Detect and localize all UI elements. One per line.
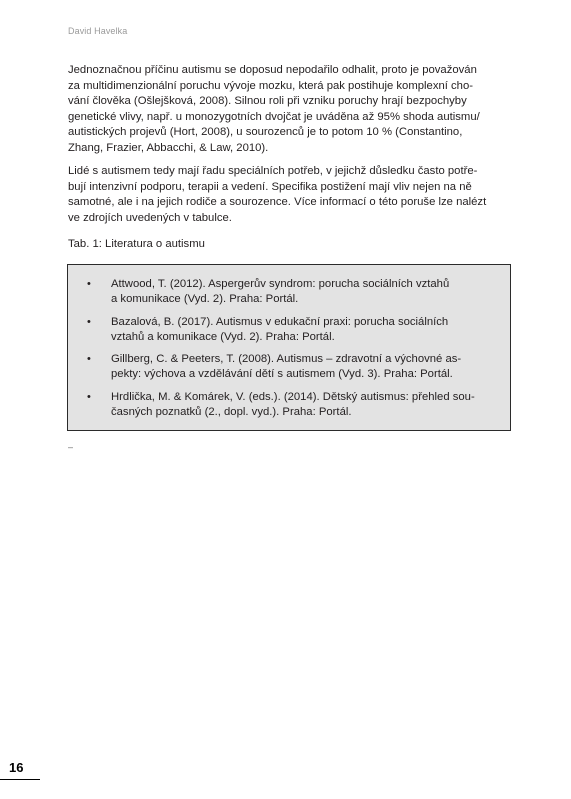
paragraph-line: Jednoznačnou příčinu autismu se doposud nepodařilo odhalit, proto je považován [68, 64, 477, 76]
reference-line: Hrdlička, M. & Komárek, V. (eds.). (2014). Dětský autismus: přehled sou- [111, 391, 475, 403]
paragraph-line: Lidé s autismem tedy mají řadu speciálních potřeb, v jejichž důsledku často potře- [68, 165, 478, 177]
paragraph-line: bují intenzivní podporu, terapii a vedení. Specifika postižení mají vliv nejen na ně [68, 180, 472, 193]
reference-line: vztahů a komunikace (Vyd. 2). Praha: Portál. [111, 331, 335, 344]
reference-text [111, 352, 503, 383]
reference-line: Bazalová, B. (2017). Autismus v edukační praxi: porucha sociálních [111, 316, 449, 328]
paragraph-line: ve zdrojích uvedených v tabulce. [68, 211, 232, 224]
bullet-icon: • [87, 278, 91, 290]
paragraph-line: vání člověka (Ošlejšková, 2008). Silnou roli při vzniku poruchy hrají bezpochyby [68, 95, 467, 108]
paragraph-line: samotné, ale i na jejich rodiče a sourozence. Více informací o této poruše lze nalézt [68, 196, 487, 209]
reference-line: pekty: výchova a vzdělávání dětí s autismem (Vyd. 3). Praha: Portál. [111, 368, 453, 381]
body-paragraph-1 [68, 63, 512, 157]
bullet-icon: • [87, 353, 91, 365]
bullet-icon: • [87, 391, 91, 403]
end-mark: – [68, 442, 74, 452]
reference-text [111, 315, 503, 346]
paragraph-line: genetické vlivy, např. u monozygotních dvojčat je uváděna až 95% shoda autismu/ [68, 110, 480, 123]
paragraph-line: Zhang, Frazier, Abbacchi, & Law, 2010). [68, 141, 269, 154]
footer-rule [0, 779, 40, 780]
bullet-icon: • [87, 316, 91, 328]
reference-line: Gillberg, C. & Peeters, T. (2008). Autismus – zdravotní a výchovné as- [111, 353, 462, 365]
page-number: 16 [9, 760, 24, 775]
running-header-author: David Havelka [68, 26, 128, 36]
reference-line: a komunikace (Vyd. 2). Praha: Portál. [111, 293, 299, 306]
reference-text [111, 277, 503, 308]
reference-line: časných poznatků (2., dopl. vyd.). Praha: Portál. [111, 406, 352, 419]
reference-text [111, 390, 503, 421]
paragraph-line: autistických projevů (Hort, 2008), u sourozenců je to potom 10 % (Constantino, [68, 126, 463, 139]
body-paragraph-2 [68, 164, 512, 226]
reference-line: Attwood, T. (2012). Aspergerův syndrom: porucha sociálních vztahů [111, 278, 450, 290]
table-caption: Tab. 1: Literatura o autismu [68, 238, 205, 250]
paragraph-line: za multidimenzionální poruchu vývoje mozku, která pak postihuje komplexní cho- [68, 79, 474, 92]
literature-table [67, 264, 511, 431]
